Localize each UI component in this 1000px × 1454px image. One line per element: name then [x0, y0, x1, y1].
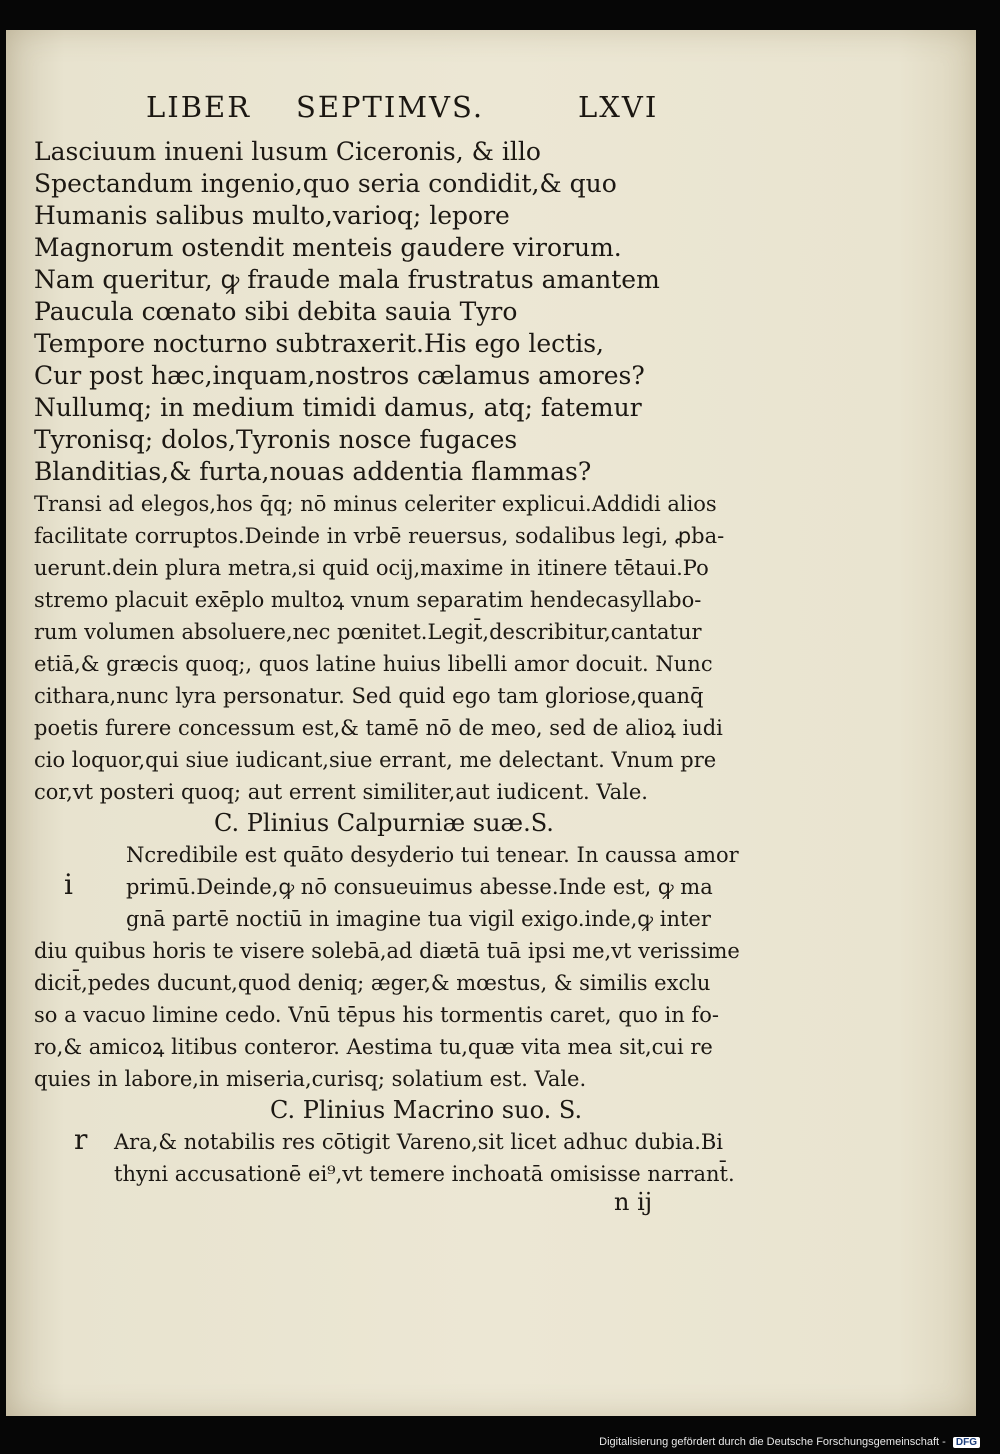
text-line: etiā,& græcis quoq;, quos latine huius libelli amor docuit. Nunc [34, 652, 713, 676]
letter-heading: C. Plinius Calpurniæ suæ.S. [214, 809, 554, 837]
text-line: Humanis salibus multo,varioq; lepore [34, 201, 510, 230]
text-line: so a vacuo limine cedo. Vnū tēpus his tormentis caret, quo in fo- [34, 1003, 719, 1027]
text-line: gnā partē noctiū in imagine tua vigil exigo.inde,ꝙ inter [126, 907, 711, 931]
text-line: Magnorum ostendit menteis gaudere virorum. [34, 233, 622, 262]
text-line: uerunt.dein plura metra,si quid ocij,maxime in itinere tētaui.Po [34, 556, 709, 580]
text-line: ro,& amicoꝝ litibus conteror. Aestima tu,quæ vita mea sit,cui re [34, 1035, 713, 1059]
text-line: diu quibus horis te visere solebā,ad diætā tuā ipsi me,vt verissime [34, 939, 740, 963]
text-line: Tempore nocturno subtraxerit.His ego lectis, [34, 329, 604, 358]
text-line: cithara,nunc lyra personatur. Sed quid ego tam gloriose,quanq̄ [34, 684, 704, 708]
text-line: dicit̄,pedes ducunt,quod deniq; æger,& mœstus, & similis exclu [34, 971, 711, 995]
running-header [146, 90, 666, 130]
text-line: Blanditias,& furta,nouas addentia flammas? [34, 457, 592, 486]
text-line: Nullumq; in medium timidi damus, atq; fatemur [34, 393, 642, 422]
text-line: Nam queritur, ꝙ fraude mala frustratus amantem [34, 265, 660, 294]
text-line: Cur post hæc,inquam,nostros cælamus amores? [34, 361, 645, 390]
text-line: Tyronisq; dolos,Tyronis nosce fugaces [34, 425, 518, 454]
text-line: Paucula cœnato sibi debita sauia Tyro [34, 297, 518, 326]
text-line: Ncredibile est quāto desyderio tui tenear. In caussa amor [126, 843, 739, 867]
footer-text: Digitalisierung gefördert durch die Deutsche Forschungsgemeinschaft - [599, 1436, 946, 1448]
text-line: facilitate corruptos.Deinde in vrbē reuersus, sodalibus legi, ꝓba- [34, 524, 725, 548]
initial-letter: r [74, 1123, 88, 1156]
header-left: LIBER [146, 90, 252, 124]
text-line: poetis furere concessum est,& tamē nō de meo, sed de alioꝝ iudi [34, 716, 723, 740]
signature-mark: n ij [614, 1188, 653, 1216]
text-line: cor,vt posteri quoq; aut errent similiter,aut iudicent. Vale. [34, 780, 648, 804]
text-line: Lasciuum inueni lusum Ciceronis, & illo [34, 137, 541, 166]
header-center: SEPTIMVS. [296, 90, 485, 124]
initial-letter: i [64, 868, 73, 901]
text-line: rum volumen absoluere,nec pœnitet.Legit̄,describitur,cantatur [34, 620, 702, 644]
text-line: stremo placuit exēplo multoꝝ vnum separatim hendecasyllabo- [34, 588, 702, 612]
footer-credit [599, 1436, 980, 1448]
text-line: Transi ad elegos,hos q̄q; nō minus celeriter explicui.Addidi alios [34, 492, 717, 516]
text-line: Spectandum ingenio,quo seria condidit,& quo [34, 169, 617, 198]
dfg-logo: DFG [953, 1437, 980, 1448]
book-page [6, 30, 976, 1416]
text-line: quies in labore,in miseria,curisq; solatium est. Vale. [34, 1067, 587, 1091]
header-folio: LXVI [578, 90, 659, 124]
letter-heading: C. Plinius Macrino suo. S. [270, 1096, 583, 1124]
text-line: Ara,& notabilis res cōtigit Vareno,sit licet adhuc dubia.Bi [114, 1130, 724, 1154]
text-line: thyni accusationē ei⁹,vt temere inchoatā omisisse narrant̄. [114, 1162, 735, 1186]
text-line: cio loquor,qui siue iudicant,siue errant, me delectant. Vnum pre [34, 748, 717, 772]
text-line: primū.Deinde,ꝙ nō consueuimus abesse.Inde est, ꝙ ma [126, 875, 713, 899]
